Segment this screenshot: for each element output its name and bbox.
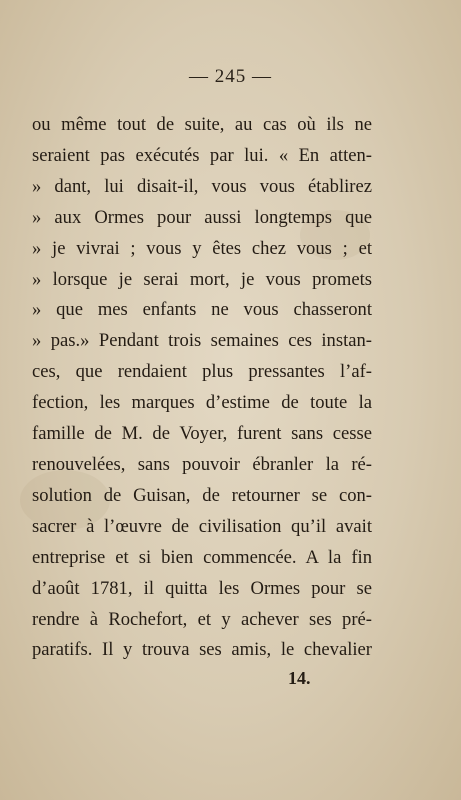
text-line: rendre à Rochefort, et y achever ses pré- xyxy=(32,608,372,630)
text-line: solution de Guisan, de retourner se con- xyxy=(32,484,372,506)
text-line: sacrer à l’œuvre de civilisation qu’il avait xyxy=(32,515,372,537)
text-line: paratifs. Il y trouva ses amis, le chevalier xyxy=(32,639,372,661)
text-line: famille de M. de Voyer, furent sans cesse xyxy=(32,423,372,445)
text-line: » que mes enfants ne vous chasseront xyxy=(32,299,372,321)
text-line: entreprise et si bien commencée. A la fin xyxy=(32,546,372,568)
text-line: ou même tout de suite, au cas où ils ne xyxy=(32,114,372,135)
page-body-text xyxy=(32,110,372,666)
signature-mark: 14. xyxy=(288,668,311,688)
text-line: fection, les marques d’estime de toute la xyxy=(32,392,372,414)
text-line: » aux Ormes pour aussi longtemps que xyxy=(32,206,372,228)
text-line: ces, que rendaient plus pressantes l’af- xyxy=(32,361,372,383)
text-line: seraient pas exécutés par lui. « En atten- xyxy=(32,144,372,166)
page-number-header: — 245 — xyxy=(189,66,272,87)
text-line: » dant, lui disait-il, vous vous établirez xyxy=(32,175,372,197)
text-line: d’août 1781, il quitta les Ormes pour se xyxy=(32,577,372,599)
text-line: renouvelées, sans pouvoir ébranler la ré- xyxy=(32,453,372,475)
text-line: » je vivrai ; vous y êtes chez vous ; et xyxy=(32,237,372,259)
text-line: » lorsque je serai mort, je vous promets xyxy=(32,268,372,290)
text-line: » pas.» Pendant trois semaines ces instan- xyxy=(32,330,372,352)
